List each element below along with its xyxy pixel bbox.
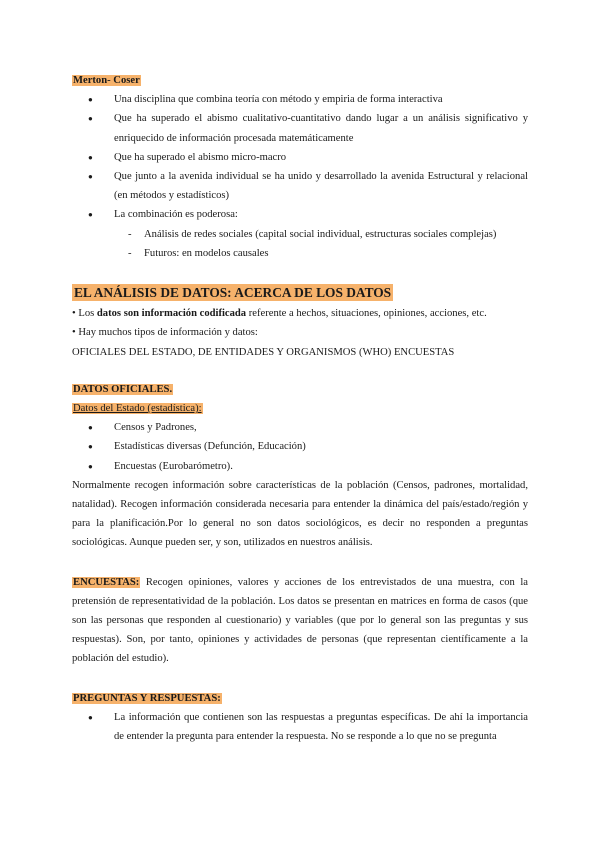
list-item: ● Censos y Padrones, [72,418,528,437]
section-heading-analisis: EL ANÁLISIS DE DATOS: ACERCA DE LOS DATOS [74,285,392,301]
sub-list-item: - Futuros: en modelos causales [72,244,528,263]
list-item: ● Encuestas (Eurobarómetro). [72,457,528,476]
list-item: ● Una disciplina que combina teoría con método y empiria de forma interactiva [72,90,528,109]
list-item: ● Estadísticas diversas (Defunción, Educación) [72,437,528,456]
list-item: ● La combinación es poderosa: [72,205,528,224]
section-heading-merton: Merton- Coser [73,75,140,86]
oficiales-paragraph: Normalmente recogen información sobre características de la población (Censos, padrones, mortalidad, natalidad). Recogen información considerada necesaria para entender la dinámica del país/estado/región y para la planificación.Por lo general no son datos sociológicos, es decir no responden a preguntas sociológicas. Aunque pueden ser, y son, utilizados en nuestros análisis. [72,479,528,549]
list-item: ● Que ha superado el abismo cualitativo-cuantitativo dando lugar a un análisis significativo y enriquecido de información procesada matemáticamente [72,109,528,147]
list-item: ● Que junto a la avenida individual se ha unido y desarrollado la avenida Estructural y relacional (en métodos y estadísticos) [72,167,528,205]
encuestas-paragraph: ENCUESTAS: Recogen opiniones, valores y acciones de los entrevistados de una muestra, con la pretensión de representatividad de la población. Los datos se presentan en matrices en forma de casos (que son las personas que responden al cuestionario) y variables (que por lo general son las preguntas y sus respuestas). Son, por tanto, opiniones y actividades de personas (que representan científicamente a la población del estudio). [72,576,528,665]
oficiales-subheading: Datos del Estado (estadística): [73,403,202,415]
analisis-line-3: OFICIALES DEL ESTADO, DE ENTIDADES Y ORGANISMOS (WHO) ENCUESTAS [72,346,455,358]
section-heading-preguntas: PREGUNTAS Y RESPUESTAS: [73,692,221,704]
section-heading-oficiales: DATOS OFICIALES. [73,383,173,395]
sub-list-item: - Análisis de redes sociales (capital social individual, estructuras sociales complejas) [72,225,528,244]
analisis-line-1: • Los datos son información codificada referente a hechos, situaciones, opiniones, acciones, etc. [72,308,487,320]
preguntas-bullet-list [72,708,528,746]
oficiales-bullet-list [72,418,528,476]
document-content [72,71,528,746]
merton-bullet-list [72,90,528,224]
list-item: ● La información que contienen son las respuestas a preguntas específicas. De ahí la importancia de entender la pregunta para entender la respuesta. No se responde a lo que no se pregunta [72,708,528,746]
list-item: ● Que ha superado el abismo micro-macro [72,148,528,167]
analisis-line-2: • Hay muchos tipos de información y datos: [72,327,258,339]
merton-sub-list [72,225,528,263]
